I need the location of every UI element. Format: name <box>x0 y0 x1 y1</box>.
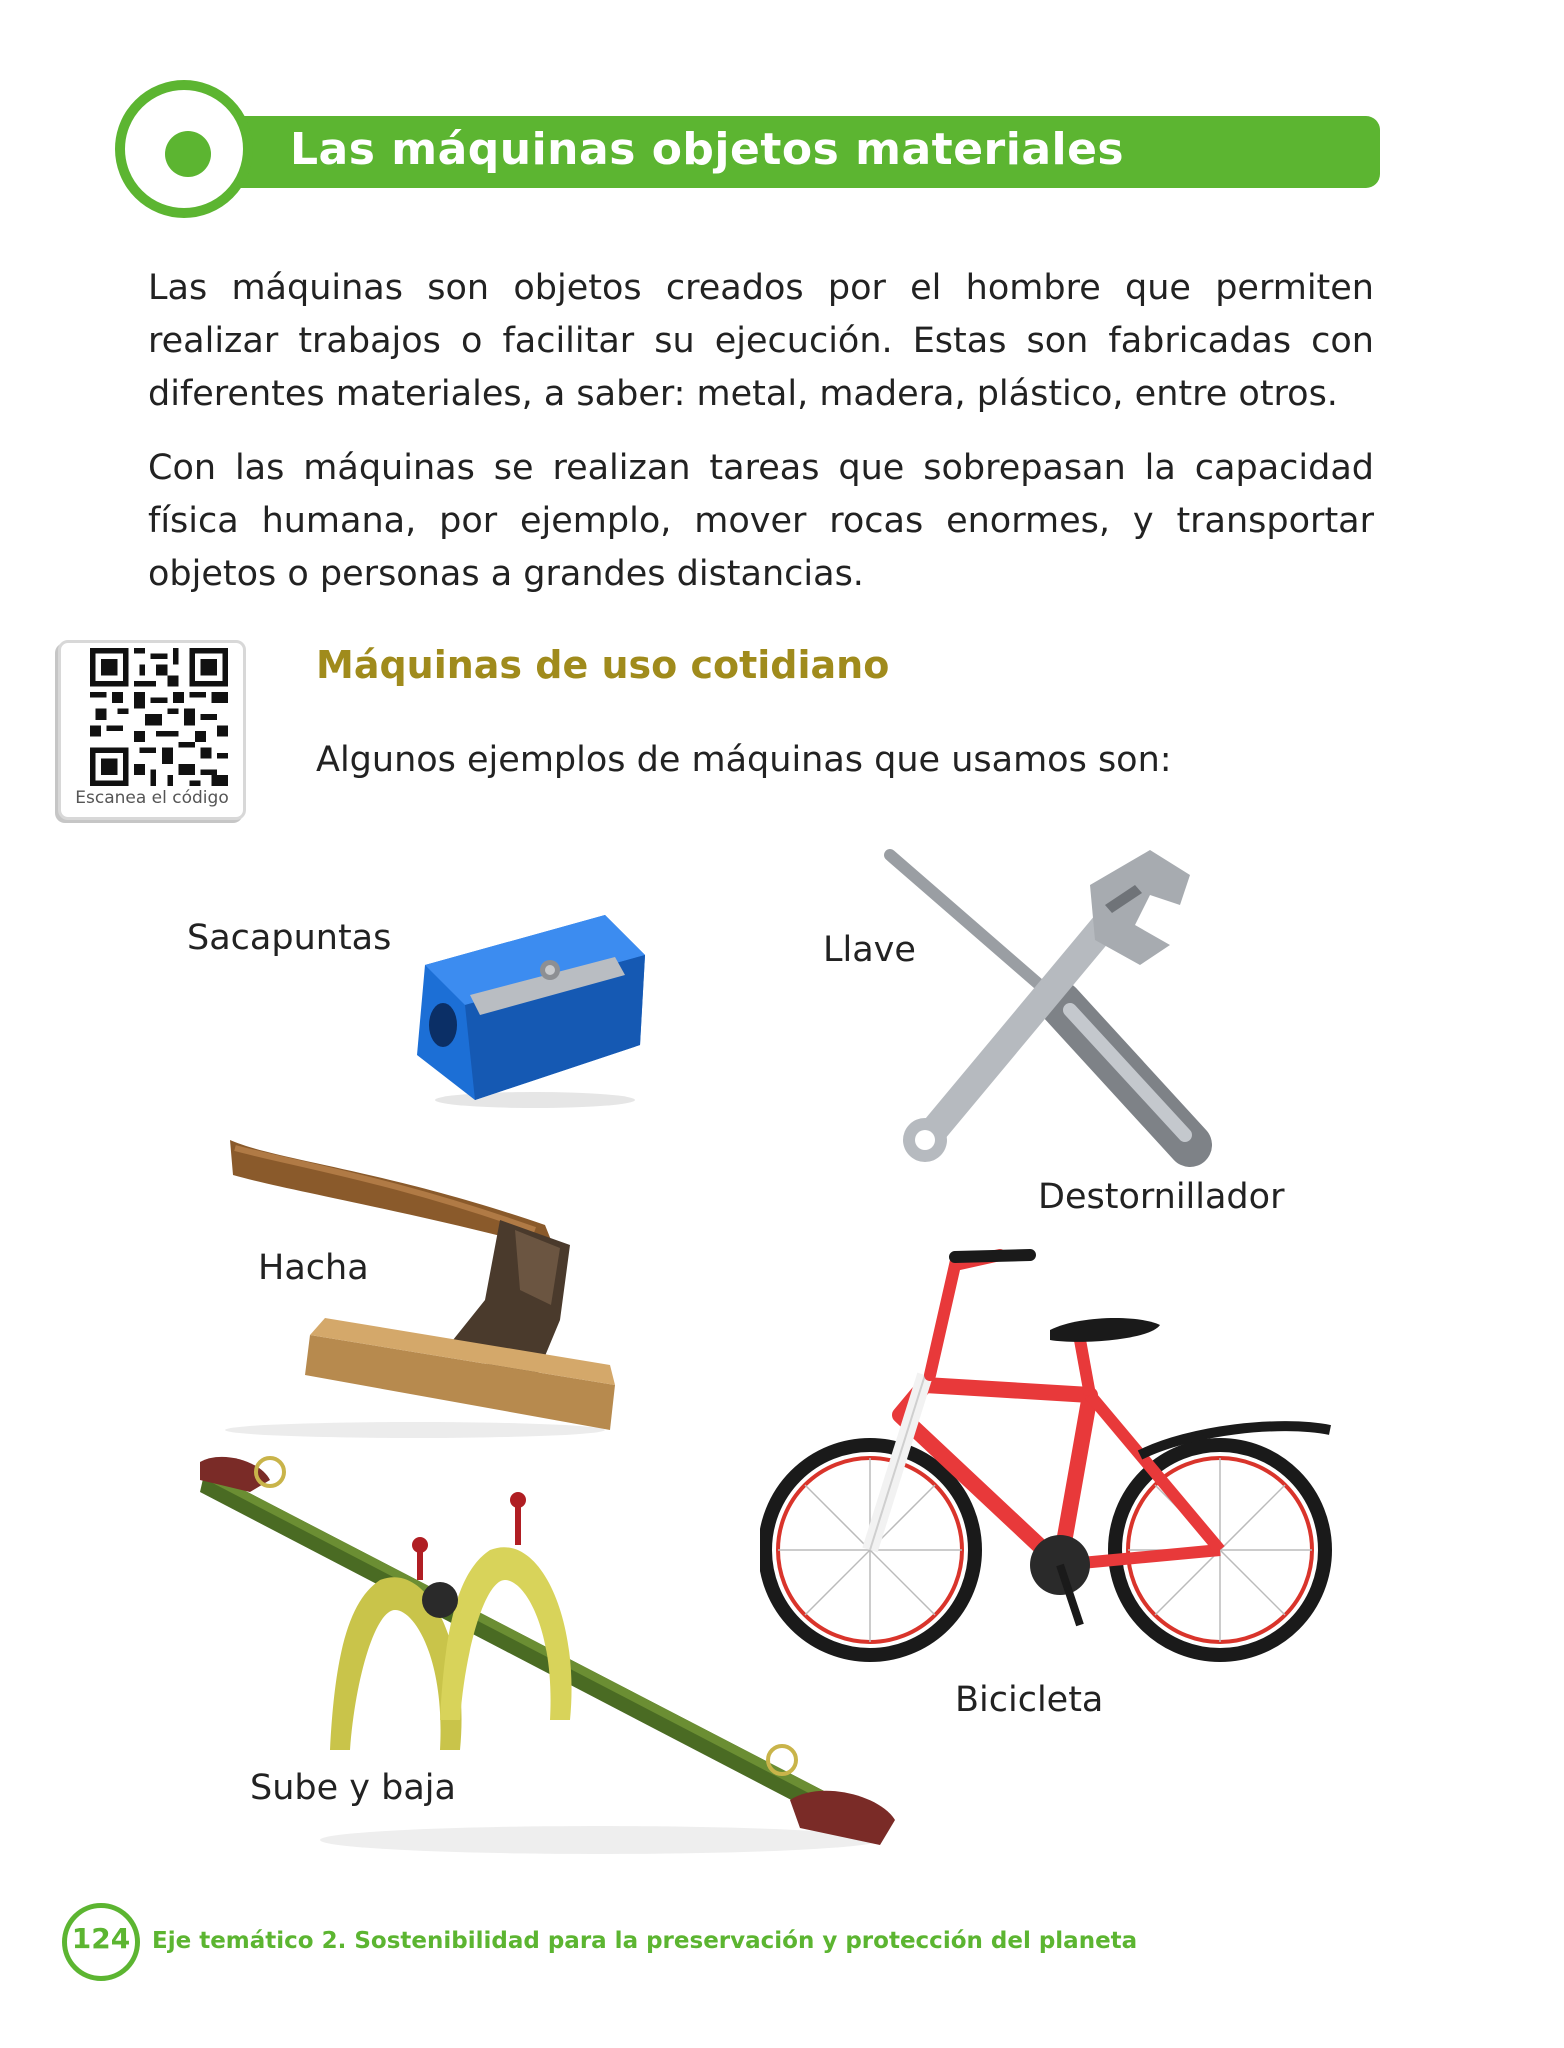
label-sacapuntas: Sacapuntas <box>187 918 392 958</box>
qr-caption: Escanea el código <box>75 788 229 808</box>
label-sube-y-baja: Sube y baja <box>250 1768 456 1808</box>
section-intro: Algunos ejemplos de máquinas que usamos son: <box>316 740 1172 780</box>
qr-code-icon[interactable] <box>90 648 228 786</box>
sharpener-image <box>405 895 655 1115</box>
section-title: Máquinas de uso cotidiano <box>316 643 890 687</box>
paragraph-2: Con las máquinas se realizan tareas que sobrepasan la capacidad física humana, por ejemplo, mover rocas enormes, y transportar objetos o personas a grandes distancias. <box>148 448 1374 594</box>
label-bicicleta: Bicicleta <box>955 1680 1104 1720</box>
paragraph-1: Las máquinas son objetos creados por el hombre que permiten realizar trabajos o facilitar su ejecución. Estas son fabricadas con diferentes materiales, a saber: metal, madera, plástico, entre otros. <box>148 268 1374 414</box>
label-hacha: Hacha <box>258 1248 369 1288</box>
label-destornillador: Destornillador <box>1038 1177 1285 1217</box>
wrench-screwdriver-image <box>880 845 1220 1170</box>
title-dot-icon <box>165 131 211 177</box>
label-llave: Llave <box>823 930 916 970</box>
page-title: Las máquinas objetos materiales <box>290 124 1125 175</box>
footer-text: Eje temático 2. Sostenibilidad para la preservación y protección del planeta <box>152 1928 1138 1954</box>
page-number: 124 <box>71 1922 131 1955</box>
